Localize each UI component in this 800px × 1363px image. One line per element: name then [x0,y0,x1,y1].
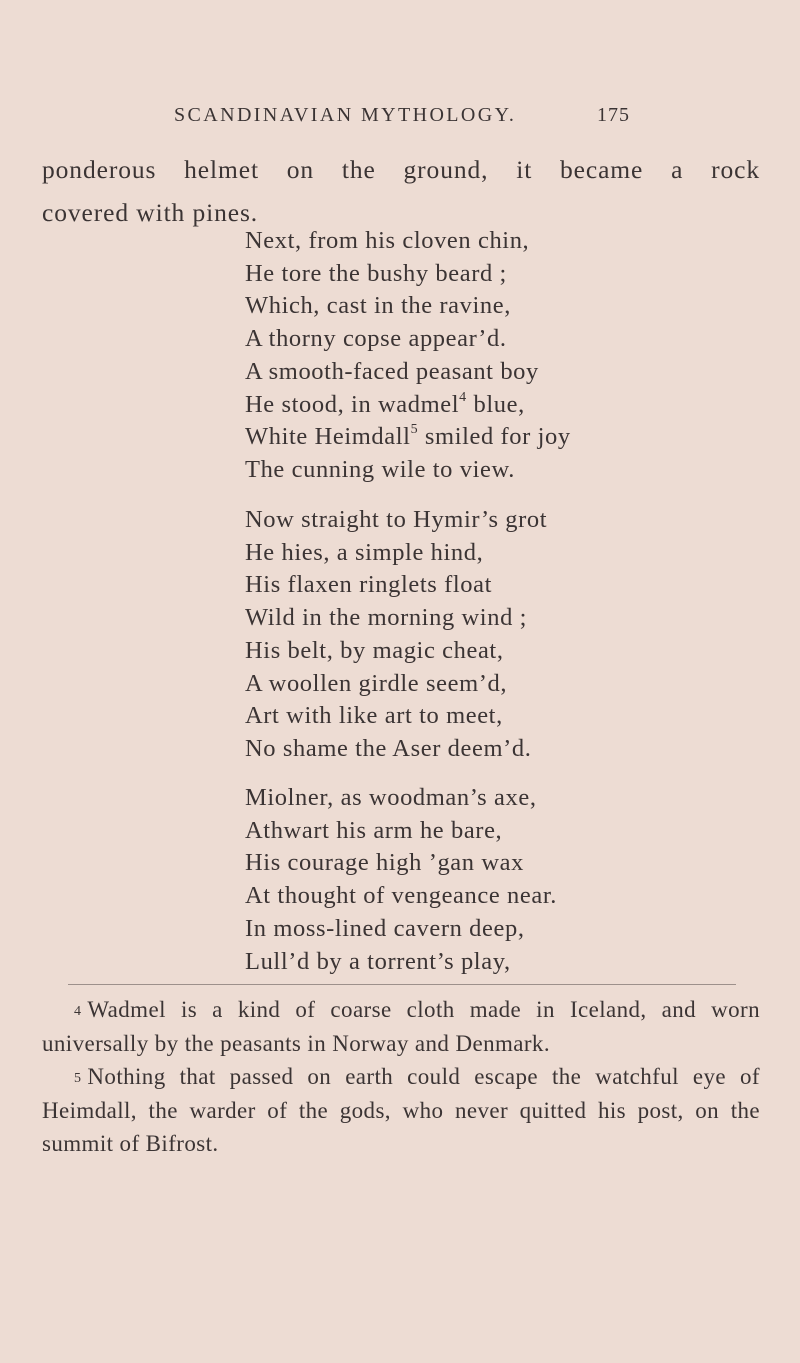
footnote-ref: 4 [459,389,467,405]
paragraph-line: covered with pines. [42,198,259,227]
verse-line: He tore the bushy beard ; [245,259,507,287]
paragraph-line: ponderous helmet on the ground, it became a rock [42,155,760,184]
footnote-text: Nothing that passed on earth could escape the watchful eye of Heimdall, the warder of the gods, who never quitted his post, on the summit of Bifrost. [42,1064,760,1156]
continuation-paragraph [42,148,760,234]
verse-line: Next, from his cloven chin, [245,227,530,254]
verse-text: White Heimdall [245,423,411,451]
verse-line-with-ref [245,389,545,422]
footnote-5 [42,1060,760,1161]
verse-line: Now straight to Hymir’s grot [245,506,548,533]
footnote-text: Wadmel is a kind of coarse cloth made in Iceland, and worn universally by the peasants in Norway and Denmark. [42,997,760,1056]
running-title: SCANDINAVIAN MYTHOLOGY. [174,104,517,126]
footnote-4 [42,993,760,1060]
stanza-1 [245,225,571,487]
verse-line: The cunning wile to view. [245,455,515,483]
verse-line: A smooth-faced peasant boy [245,357,539,385]
footnote-marker: 4 [74,1004,82,1019]
verse-line: Wild in the morning wind ; [245,604,528,632]
stanza-3 [245,782,557,978]
verse-line: Miolner, as woodman’s axe, [245,784,537,811]
verse-text: He stood, in wadmel [245,390,460,418]
verse-text: blue, [466,390,525,418]
footnote-marker: 5 [74,1071,82,1086]
verse-line: Athwart his arm he bare, [245,816,503,844]
verse-line: At thought of vengeance near. [245,882,557,910]
verse-line: Which, cast in the ravine, [245,292,511,320]
verse-line: Lull’d by a torrent’s play, [245,947,511,975]
footnote-ref: 5 [410,422,419,438]
verse-line: His courage high ’gan wax [245,849,524,877]
verse-line: His flaxen ringlets float [245,571,493,599]
verse-line: A thorny copse appear’d. [245,325,507,353]
verse-line: In moss-lined cavern deep, [245,914,525,942]
stanza-2 [245,504,548,766]
footnote-divider [68,984,736,985]
verse-line: A woollen girdle seem’d, [245,669,508,697]
verse-line-with-ref [245,421,571,454]
verse-text: smiled for joy [418,423,571,451]
verse-line: No shame the Aser deem’d. [245,734,532,762]
page-number: 175 [597,104,630,126]
verse-line: His belt, by magic cheat, [245,636,504,664]
page-header [160,104,630,136]
verse-line: Art with like art to meet, [245,702,503,730]
verse-line: He hies, a simple hind, [245,538,484,566]
footnotes [42,993,760,1161]
